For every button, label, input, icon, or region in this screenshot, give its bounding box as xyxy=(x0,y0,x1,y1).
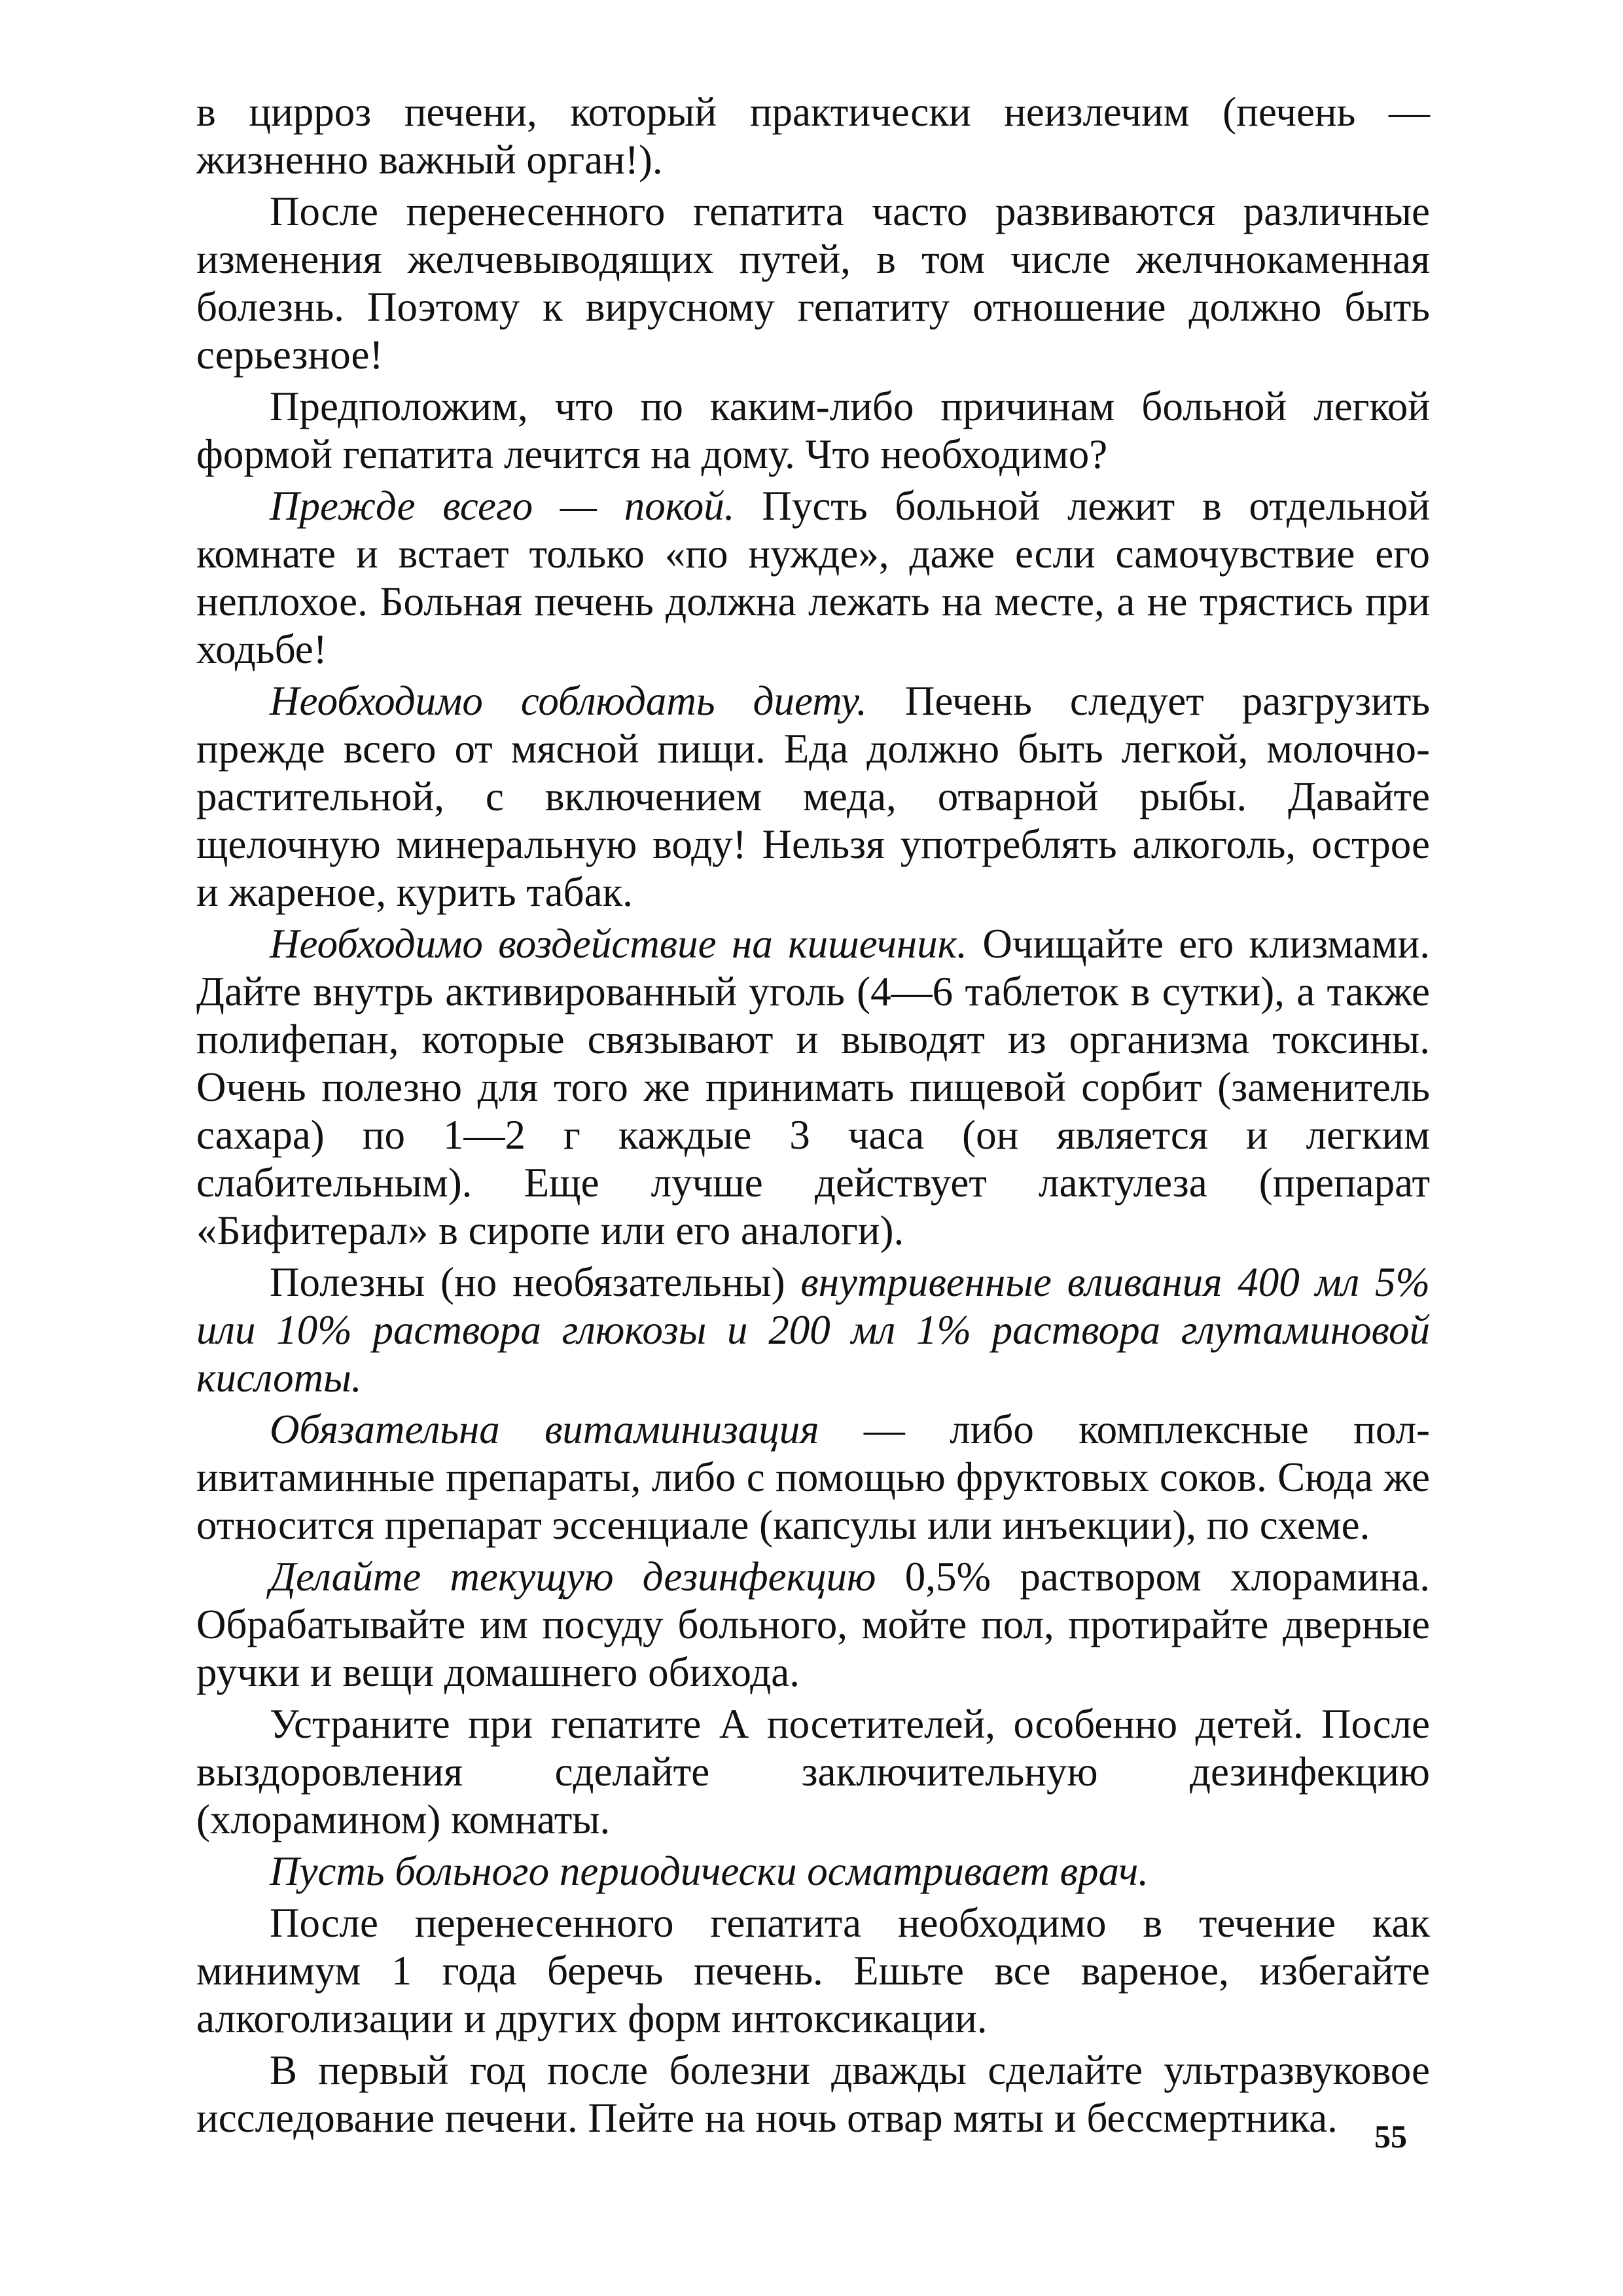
emphasized-text: внутривенные вливания 400 мл 5% или 10% раствора глюкозы и 200 мл 1% раствора глутаминовой кислоты. xyxy=(196,1259,1430,1401)
text-segment: — либо комплексные поливитаминные препараты, либо с помощью фруктовых соков. Сюда же относится препарат эссенциале (капсулы или инъекции), по схеме. xyxy=(196,1407,1430,1548)
paragraph xyxy=(196,1553,1430,1696)
emphasized-text: Необходимо соблюдать диету. xyxy=(270,678,867,724)
emphasized-text: Прежде всего — покой. xyxy=(270,483,735,529)
text-segment: После перенесенного гепатита часто развиваются различные изменения желчевыводящих путей, в том числе желчнокаменная болезнь. Поэтому к вирусному гепатиту отношение должно быть серьезное! xyxy=(196,188,1430,378)
paragraph xyxy=(196,482,1430,673)
emphasized-text: Обязательна витаминизация xyxy=(270,1407,819,1452)
text-segment: Устраните при гепатите А посетителей, особенно детей. После выздоровления сделайте заключительную дезинфекцию (хлорамином) комнаты. xyxy=(196,1701,1430,1842)
text-segment: Очищайте его клизмами. Дайте внутрь активированный уголь (4—6 таблеток в сутки), а также полифепан, которые связывают и выводят из организма токсины. Очень полезно для того же принимать пищевой сорбит (заменитель сахара) по 1—2 г каждые 3 часа (он является и легким слабительным). Еще лучше действует лактулеза (препарат «Бифитерал» в сиропе или его аналоги). xyxy=(196,921,1430,1253)
paragraph xyxy=(196,1259,1430,1402)
paragraph xyxy=(196,1848,1430,1895)
page-body xyxy=(196,88,1430,2248)
text-segment: 0,5% раствором хлорамина. Обрабатывайте им посуду больного, мойте пол, протирайте дверные ручки и вещи домашнего обихода. xyxy=(196,1554,1430,1695)
text-segment: Пусть больной лежит в отдельной комнате и встает только «по нужде», даже если самочувствие его неплохое. Больная печень должна лежать на месте, а не трястись при ходьбе! xyxy=(196,483,1430,672)
page-number: 55 xyxy=(1374,2118,1407,2155)
paragraph xyxy=(196,677,1430,916)
text-segment: Полезны (но необязательны) xyxy=(270,1259,801,1305)
emphasized-text: Необходимо воздействие на кишечник. xyxy=(270,921,967,967)
paragraph xyxy=(196,188,1430,379)
paragraph xyxy=(196,1899,1430,2043)
paragraph xyxy=(196,2047,1430,2142)
paragraph xyxy=(196,383,1430,478)
text-segment: Предположим, что по каким-либо причинам больной легкой формой гепатита лечится на дому. Что необходимо? xyxy=(196,384,1430,477)
emphasized-text: Делайте текущую дезинфекцию xyxy=(270,1554,876,1600)
text-segment: Печень следует разгрузить прежде всего от мясной пищи. Еда должно быть легкой, молочно-растительной, с включением меда, отварной рыбы. Давайте щелочную минеральную воду! Нельзя употреблять алкоголь, острое и жареное, курить табак. xyxy=(196,678,1430,915)
text-segment: В первый год после болезни дважды сделайте ультразвуковое исследование печени. Пейте на ночь отвар мяты и бессмертника. xyxy=(196,2047,1430,2141)
text-segment: в цирроз печени, который практически неизлечим (печень — жизненно важный орган!). xyxy=(196,89,1430,183)
paragraph xyxy=(196,1406,1430,1549)
paragraph xyxy=(196,920,1430,1255)
paragraph xyxy=(196,1700,1430,1844)
emphasized-text: Пусть больного периодически осматривает врач. xyxy=(270,1848,1149,1894)
text-segment: После перенесенного гепатита необходимо в течение как минимум 1 года беречь печень. Ешьте все вареное, избегайте алкоголизации и других форм интоксикации. xyxy=(196,1900,1430,2041)
paragraph xyxy=(196,88,1430,184)
